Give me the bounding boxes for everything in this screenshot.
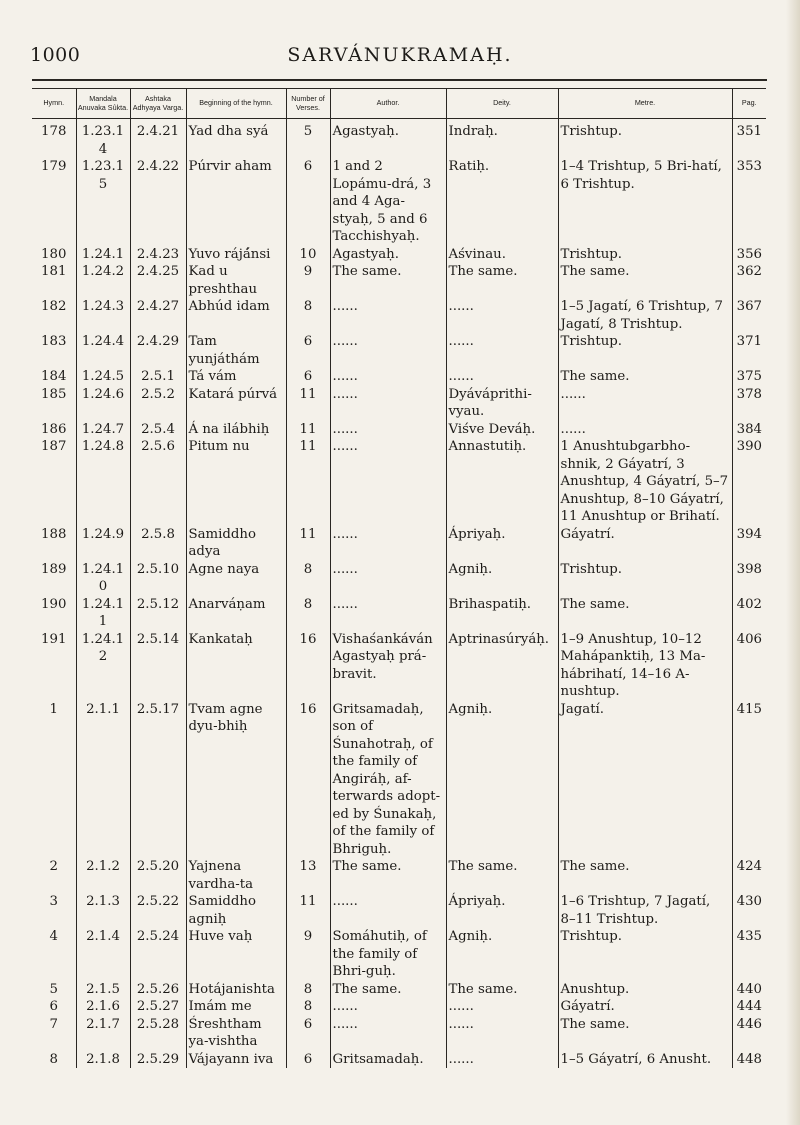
cell-author: The same. (330, 263, 446, 298)
column-header-hymn: Hymn. (32, 89, 76, 119)
table-row (32, 368, 766, 386)
cell-hymn: 7 (32, 1016, 76, 1051)
cell-beginning: Anarváṇam (186, 596, 286, 631)
cell-beginning: Kad u preshthau (186, 263, 286, 298)
cell-page: 446 (736, 1016, 762, 1032)
cell-beginning: Kankataḥ (186, 631, 286, 701)
cell-author: Agastyaḥ. (330, 246, 446, 264)
cell-page: 448 (736, 1051, 762, 1067)
cell-author: ...... (330, 438, 446, 526)
table-row (32, 526, 766, 561)
cell-verses: 8 (286, 298, 330, 333)
cell-deity: ...... (446, 1051, 558, 1069)
cell-ashtaka: 2.5.10 (130, 561, 186, 596)
cell-page: 356 (736, 246, 762, 262)
cell-mandala: 1.24.6 (76, 386, 130, 421)
cell-verses: 8 (286, 561, 330, 596)
cell-hymn: 3 (32, 893, 76, 928)
cell-author: ...... (330, 298, 446, 333)
cell-mandala: 2.1.2 (76, 858, 130, 893)
cell-verses: 6 (286, 368, 330, 386)
cell-beginning: Yuvo rájá́nsi (186, 246, 286, 264)
cell-metre: The same. (558, 1016, 732, 1051)
table-row (32, 246, 766, 264)
cell-hymn: 5 (32, 981, 76, 999)
cell-hymn: 181 (32, 263, 76, 298)
cell-beginning: Tvam agne dyu-bhiḥ (186, 701, 286, 859)
cell-deity: ...... (446, 298, 558, 333)
cell-page: 384 (736, 421, 762, 437)
cell-ashtaka: 2.5.12 (130, 596, 186, 631)
cell-author: Vishaśankáván Agastyaḥ prá-bravit. (330, 631, 446, 701)
cell-metre: 1 Anushtubgarbho-shnik, 2 Gáyatrí, 3 Anushtup, 4 Gáyatrí, 5–7 Anushtup, 8–10 Gáyatrí, 11 Anushtup or Brihatí. (558, 438, 732, 526)
column-header-page: Pag. (732, 89, 766, 119)
cell-mandala: 2.1.7 (76, 1016, 130, 1051)
cell-author: ...... (330, 421, 446, 439)
cell-hymn: 188 (32, 526, 76, 561)
cell-page: 398 (736, 561, 762, 577)
cell-deity: Agniḥ. (446, 701, 558, 859)
cell-page: 402 (736, 596, 762, 612)
cell-verses: 11 (286, 893, 330, 928)
cell-hymn: 6 (32, 998, 76, 1016)
cell-verses: 11 (286, 526, 330, 561)
cell-deity: ...... (446, 368, 558, 386)
cell-beginning: Imám me (186, 998, 286, 1016)
cell-metre: Trishtup. (558, 119, 732, 159)
cell-verses: 6 (286, 1016, 330, 1051)
cell-ashtaka: 2.4.27 (130, 298, 186, 333)
cell-page: 444 (736, 999, 762, 1014)
table-body (32, 119, 766, 1069)
running-title: SARVÁNUKRAMAḤ. (287, 44, 513, 66)
cell-deity: Annastutiḥ. (446, 438, 558, 526)
cell-author: The same. (330, 858, 446, 893)
cell-beginning: Samiddho agniḥ (186, 893, 286, 928)
column-header-mandala: Mandala Anuvaka Sûkta. (76, 89, 130, 119)
cell-deity: Aptrinasúryáḥ. (446, 631, 558, 701)
cell-verses: 11 (286, 438, 330, 526)
cell-deity: Agniḥ. (446, 561, 558, 596)
cell-beginning: Vájayann iva (186, 1051, 286, 1069)
cell-hymn: 183 (32, 333, 76, 368)
cell-author: ...... (330, 998, 446, 1016)
cell-verses: 8 (286, 596, 330, 631)
cell-ashtaka: 2.5.1 (130, 368, 186, 386)
cell-hymn: 186 (32, 421, 76, 439)
cell-ashtaka: 2.4.29 (130, 333, 186, 368)
cell-page: 351 (736, 124, 762, 139)
cell-hymn: 182 (32, 298, 76, 333)
table-row (32, 701, 766, 859)
cell-deity: Ápriyaḥ. (446, 893, 558, 928)
cell-metre: 1–6 Trishtup, 7 Jagatí, 8–11 Trishtup. (558, 893, 732, 928)
cell-mandala: 2.1.1 (76, 701, 130, 859)
cell-beginning: Samiddho adya (186, 526, 286, 561)
table-row (32, 631, 766, 701)
cell-author: ...... (330, 526, 446, 561)
cell-deity: Ápriyaḥ. (446, 526, 558, 561)
cell-ashtaka: 2.5.17 (130, 701, 186, 859)
cell-metre: 1–5 Gáyatrí, 6 Anusht. (558, 1051, 732, 1069)
cell-page: 415 (736, 701, 762, 717)
cell-verses: 13 (286, 858, 330, 893)
cell-beginning: Huve vaḥ (186, 928, 286, 981)
cell-verses: 16 (286, 701, 330, 859)
cell-deity: ...... (446, 333, 558, 368)
column-header-beginning: Beginning of the hymn. (186, 89, 286, 119)
cell-metre: Trishtup. (558, 928, 732, 981)
cell-page: 367 (736, 299, 762, 314)
cell-hymn: 190 (32, 596, 76, 631)
cell-ashtaka: 2.5.6 (130, 438, 186, 526)
page-edge-shadow (786, 0, 800, 1125)
column-header-metre: Metre. (558, 89, 732, 119)
cell-mandala: 1.24.10 (76, 561, 130, 596)
cell-ashtaka: 2.5.24 (130, 928, 186, 981)
page-number: 1000 (30, 44, 81, 66)
cell-author: The same. (330, 981, 446, 999)
cell-mandala: 1.24.1 (76, 246, 130, 264)
cell-deity: ...... (446, 1016, 558, 1051)
cell-hymn: 187 (32, 438, 76, 526)
cell-deity: Aśvinau. (446, 246, 558, 264)
cell-metre: ...... (558, 386, 732, 421)
cell-metre: Trishtup. (558, 561, 732, 596)
cell-verses: 8 (286, 998, 330, 1016)
cell-beginning: Yajnena vardha-ta (186, 858, 286, 893)
cell-metre: 1–4 Trishtup, 5 Bri-hatí, 6 Trishtup. (558, 158, 732, 246)
cell-author: Gritsamadaḥ, son of Śunahotraḥ, of the family of Angiráḥ, af-terwards adopt-ed by Śunakaḥ, of the family of Bhriguḥ. (330, 701, 446, 859)
cell-page: 375 (736, 369, 762, 384)
table-row (32, 421, 766, 439)
cell-author: 1 and 2 Lopámu-drá, 3 and 4 Aga-styaḥ, 5 and 6 Tacchishyaḥ. (330, 158, 446, 246)
cell-metre: Trishtup. (558, 333, 732, 368)
cell-deity: The same. (446, 263, 558, 298)
cell-verses: 6 (286, 158, 330, 246)
cell-ashtaka: 2.5.22 (130, 893, 186, 928)
column-header-ashtaka: Ashtaka Adhyaya Varga. (130, 89, 186, 119)
hymn-index-table (32, 88, 766, 1068)
cell-verses: 9 (286, 928, 330, 981)
cell-deity: Dyáváprithi-vyau. (446, 386, 558, 421)
cell-hymn: 4 (32, 928, 76, 981)
cell-beginning: Pitum nu (186, 438, 286, 526)
cell-beginning: Śreshtham ya-vishtha (186, 1016, 286, 1051)
cell-mandala: 1.24.7 (76, 421, 130, 439)
table-header-row (32, 89, 766, 119)
table-row (32, 263, 766, 298)
cell-mandala: 1.24.2 (76, 263, 130, 298)
cell-ashtaka: 2.5.8 (130, 526, 186, 561)
cell-hymn: 1 (32, 701, 76, 859)
cell-page: 390 (736, 439, 762, 454)
cell-deity: Brihaspatiḥ. (446, 596, 558, 631)
cell-metre: The same. (558, 263, 732, 298)
table-row (32, 596, 766, 631)
cell-page: 430 (736, 894, 762, 909)
cell-author: ...... (330, 368, 446, 386)
cell-verses: 6 (286, 1051, 330, 1069)
cell-mandala: 2.1.5 (76, 981, 130, 999)
cell-beginning: Tá vám (186, 368, 286, 386)
cell-beginning: Yad dha syá (186, 119, 286, 159)
cell-metre: Gáyatrí. (558, 526, 732, 561)
cell-author: ...... (330, 561, 446, 596)
cell-deity: ...... (446, 998, 558, 1016)
cell-beginning: Katará púrvá (186, 386, 286, 421)
cell-metre: Jagatí. (558, 701, 732, 859)
cell-mandala: 2.1.4 (76, 928, 130, 981)
cell-author: ...... (330, 1016, 446, 1051)
cell-page: 435 (736, 929, 762, 944)
cell-page: 424 (736, 859, 762, 874)
cell-mandala: 1.24.5 (76, 368, 130, 386)
cell-mandala: 1.24.11 (76, 596, 130, 631)
cell-author: ...... (330, 386, 446, 421)
cell-verses: 5 (286, 119, 330, 159)
cell-metre: The same. (558, 858, 732, 893)
cell-mandala: 2.1.6 (76, 998, 130, 1016)
cell-hymn: 179 (32, 158, 76, 246)
table-row (32, 981, 766, 999)
table-row (32, 386, 766, 421)
cell-deity: Viśve Deváḥ. (446, 421, 558, 439)
cell-mandala: 1.24.12 (76, 631, 130, 701)
cell-mandala: 2.1.8 (76, 1051, 130, 1069)
cell-verses: 6 (286, 333, 330, 368)
cell-metre: Trishtup. (558, 246, 732, 264)
cell-deity: Ratiḥ. (446, 158, 558, 246)
cell-page: 440 (736, 981, 762, 997)
cell-metre: The same. (558, 368, 732, 386)
cell-ashtaka: 2.5.29 (130, 1051, 186, 1069)
cell-beginning: Agne naya (186, 561, 286, 596)
cell-ashtaka: 2.4.25 (130, 263, 186, 298)
cell-beginning: Púrvir aham (186, 158, 286, 246)
cell-mandala: 1.23.14 (76, 119, 130, 159)
cell-ashtaka: 2.5.4 (130, 421, 186, 439)
cell-page: 378 (736, 386, 762, 402)
cell-deity: The same. (446, 981, 558, 999)
cell-hymn: 2 (32, 858, 76, 893)
table-row (32, 858, 766, 893)
table-row (32, 1016, 766, 1051)
cell-beginning: Tam yunjáthám (186, 333, 286, 368)
cell-mandala: 1.24.3 (76, 298, 130, 333)
table-row (32, 998, 766, 1016)
table-row (32, 928, 766, 981)
cell-verses: 9 (286, 263, 330, 298)
cell-beginning: Abhúd idam (186, 298, 286, 333)
cell-hymn: 8 (32, 1051, 76, 1069)
cell-ashtaka: 2.4.23 (130, 246, 186, 264)
cell-verses: 8 (286, 981, 330, 999)
cell-mandala: 1.24.9 (76, 526, 130, 561)
cell-author: ...... (330, 893, 446, 928)
cell-metre: Anushtup. (558, 981, 732, 999)
cell-mandala: 2.1.3 (76, 893, 130, 928)
cell-hymn: 178 (32, 119, 76, 159)
table-row (32, 298, 766, 333)
table-row (32, 158, 766, 246)
cell-author: Agastyaḥ. (330, 119, 446, 159)
table-row (32, 1051, 766, 1069)
column-header-deity: Deity. (446, 89, 558, 119)
cell-ashtaka: 2.4.21 (130, 119, 186, 159)
cell-mandala: 1.24.4 (76, 333, 130, 368)
cell-ashtaka: 2.5.27 (130, 998, 186, 1016)
cell-beginning: Á na ilábhiḥ (186, 421, 286, 439)
cell-ashtaka: 2.5.26 (130, 981, 186, 999)
cell-ashtaka: 2.5.14 (130, 631, 186, 701)
table-row (32, 561, 766, 596)
cell-hymn: 180 (32, 246, 76, 264)
cell-verses: 16 (286, 631, 330, 701)
cell-beginning: Hotájanishta (186, 981, 286, 999)
cell-metre: Gáyatrí. (558, 998, 732, 1016)
cell-ashtaka: 2.5.2 (130, 386, 186, 421)
cell-ashtaka: 2.5.28 (130, 1016, 186, 1051)
cell-metre: ...... (558, 421, 732, 439)
cell-page: 371 (736, 334, 762, 349)
cell-deity: Agniḥ. (446, 928, 558, 981)
column-header-author: Author. (330, 89, 446, 119)
table-row (32, 333, 766, 368)
cell-deity: Indraḥ. (446, 119, 558, 159)
table-row (32, 119, 766, 159)
cell-verses: 11 (286, 421, 330, 439)
table-row (32, 893, 766, 928)
cell-page: 353 (736, 159, 762, 174)
cell-page: 362 (736, 264, 762, 279)
column-header-verses: Number of Verses. (286, 89, 330, 119)
cell-mandala: 1.24.8 (76, 438, 130, 526)
cell-hymn: 185 (32, 386, 76, 421)
cell-hymn: 184 (32, 368, 76, 386)
cell-verses: 10 (286, 246, 330, 264)
table-row (32, 438, 766, 526)
cell-author: ...... (330, 596, 446, 631)
cell-author: ...... (330, 333, 446, 368)
cell-metre: 1–5 Jagatí, 6 Trishtup, 7 Jagatí, 8 Trishtup. (558, 298, 732, 333)
cell-metre: 1–9 Anushtup, 10–12 Mahápanktiḥ, 13 Ma-hábrihatí, 14–16 A-nushtup. (558, 631, 732, 701)
cell-author: Somáhutiḥ, of the family of Bhri-guḥ. (330, 928, 446, 981)
header-rule (32, 79, 767, 81)
cell-verses: 11 (286, 386, 330, 421)
cell-hymn: 191 (32, 631, 76, 701)
cell-deity: The same. (446, 858, 558, 893)
cell-page: 394 (736, 526, 762, 542)
cell-author: Gritsamadaḥ. (330, 1051, 446, 1069)
cell-ashtaka: 2.5.20 (130, 858, 186, 893)
cell-page: 406 (736, 631, 762, 647)
cell-hymn: 189 (32, 561, 76, 596)
cell-mandala: 1.23.15 (76, 158, 130, 246)
cell-ashtaka: 2.4.22 (130, 158, 186, 246)
cell-metre: The same. (558, 596, 732, 631)
